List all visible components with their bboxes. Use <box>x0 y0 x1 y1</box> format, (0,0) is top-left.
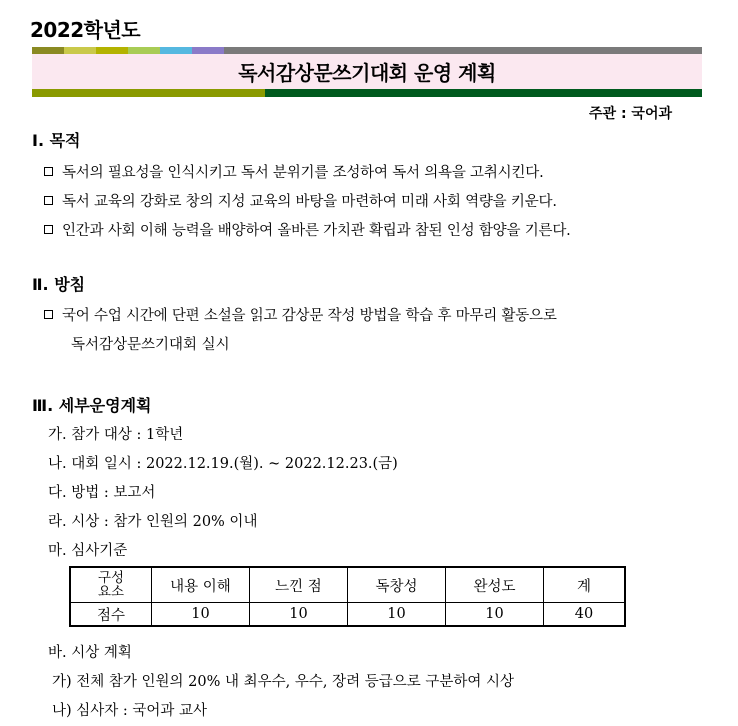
purpose-item <box>44 190 557 211</box>
detail-item: 가. 참가 대상 : 1학년 <box>48 427 184 443</box>
section-heading-detail: Ⅲ. 세부운영계획 <box>32 396 152 415</box>
section-heading-policy: Ⅱ. 방침 <box>32 275 86 294</box>
checkbox-icon <box>44 225 53 234</box>
document-title: 독서감상문쓰기대회 운영 계획 <box>238 61 496 85</box>
purpose-item <box>44 161 544 182</box>
table-header-row <box>70 567 625 603</box>
purpose-item-text: 인간과 사회 이해 능력을 배양하여 올바른 가치관 확립과 참된 인성 함양을 기른다. <box>62 223 571 239</box>
purpose-item-text: 독서의 필요성을 인식시키고 독서 분위기를 조성하여 독서 의욕을 고취시킨다. <box>62 165 544 181</box>
color-segment <box>32 89 265 97</box>
table-cell: 10 <box>446 603 544 627</box>
detail-item: 마. 심사기준 <box>48 543 128 559</box>
header-line: 요소 <box>97 584 125 600</box>
policy-item-text: 국어 수업 시간에 단편 소설을 읽고 감상문 작성 방법을 학습 후 마무리 활동으로 <box>62 308 557 324</box>
table-cell: 10 <box>152 603 250 627</box>
table-row-label: 점수 <box>70 603 152 627</box>
table-header-cell: 계 <box>544 567 626 603</box>
color-segment <box>32 47 64 54</box>
table-header-cell <box>70 567 152 603</box>
table-header-cell: 독창성 <box>348 567 446 603</box>
organizer-label: 주관 : 국어과 <box>589 106 672 122</box>
title-banner <box>32 54 702 89</box>
checkbox-icon <box>44 167 53 176</box>
checkbox-icon <box>44 196 53 205</box>
table-header-cell: 느낀 점 <box>250 567 348 603</box>
policy-item-continued: 독서감상문쓰기대회 실시 <box>71 337 230 353</box>
detail-item: 나. 대회 일시 : 2022.12.19.(월). ~ 2022.12.23.(금) <box>48 456 398 472</box>
bottom-color-bar <box>32 89 702 97</box>
table-header-cell: 내용 이해 <box>152 567 250 603</box>
policy-item <box>44 304 557 325</box>
color-segment <box>192 47 224 54</box>
color-segment <box>224 47 702 54</box>
color-segment <box>160 47 192 54</box>
color-segment <box>128 47 160 54</box>
table-row <box>70 603 625 627</box>
purpose-item <box>44 219 571 240</box>
table-cell: 10 <box>348 603 446 627</box>
table-cell: 40 <box>544 603 626 627</box>
detail-item: 다. 방법 : 보고서 <box>48 485 156 501</box>
checkbox-icon <box>44 310 53 319</box>
color-segment <box>265 89 702 97</box>
year-label: 2022학년도 <box>30 18 141 42</box>
detail-subitem: 나) 심사자 : 국어과 교사 <box>52 703 208 719</box>
detail-item: 라. 시상 : 참가 인원의 20% 이내 <box>48 514 258 530</box>
top-color-bar <box>32 47 702 54</box>
color-segment <box>96 47 128 54</box>
detail-subitem: 가) 전체 참가 인원의 20% 내 최우수, 우수, 장려 등급으로 구분하여 시상 <box>52 674 514 690</box>
header-line: 구성 <box>97 570 125 586</box>
section-heading-purpose: Ⅰ. 목적 <box>32 131 81 150</box>
table-cell: 10 <box>250 603 348 627</box>
color-segment <box>64 47 96 54</box>
detail-item: 바. 시상 계획 <box>48 645 132 661</box>
table-header-cell: 완성도 <box>446 567 544 603</box>
criteria-table <box>69 566 626 627</box>
purpose-item-text: 독서 교육의 강화로 창의 지성 교육의 바탕을 마련하여 미래 사회 역량을 키운다. <box>62 194 557 210</box>
